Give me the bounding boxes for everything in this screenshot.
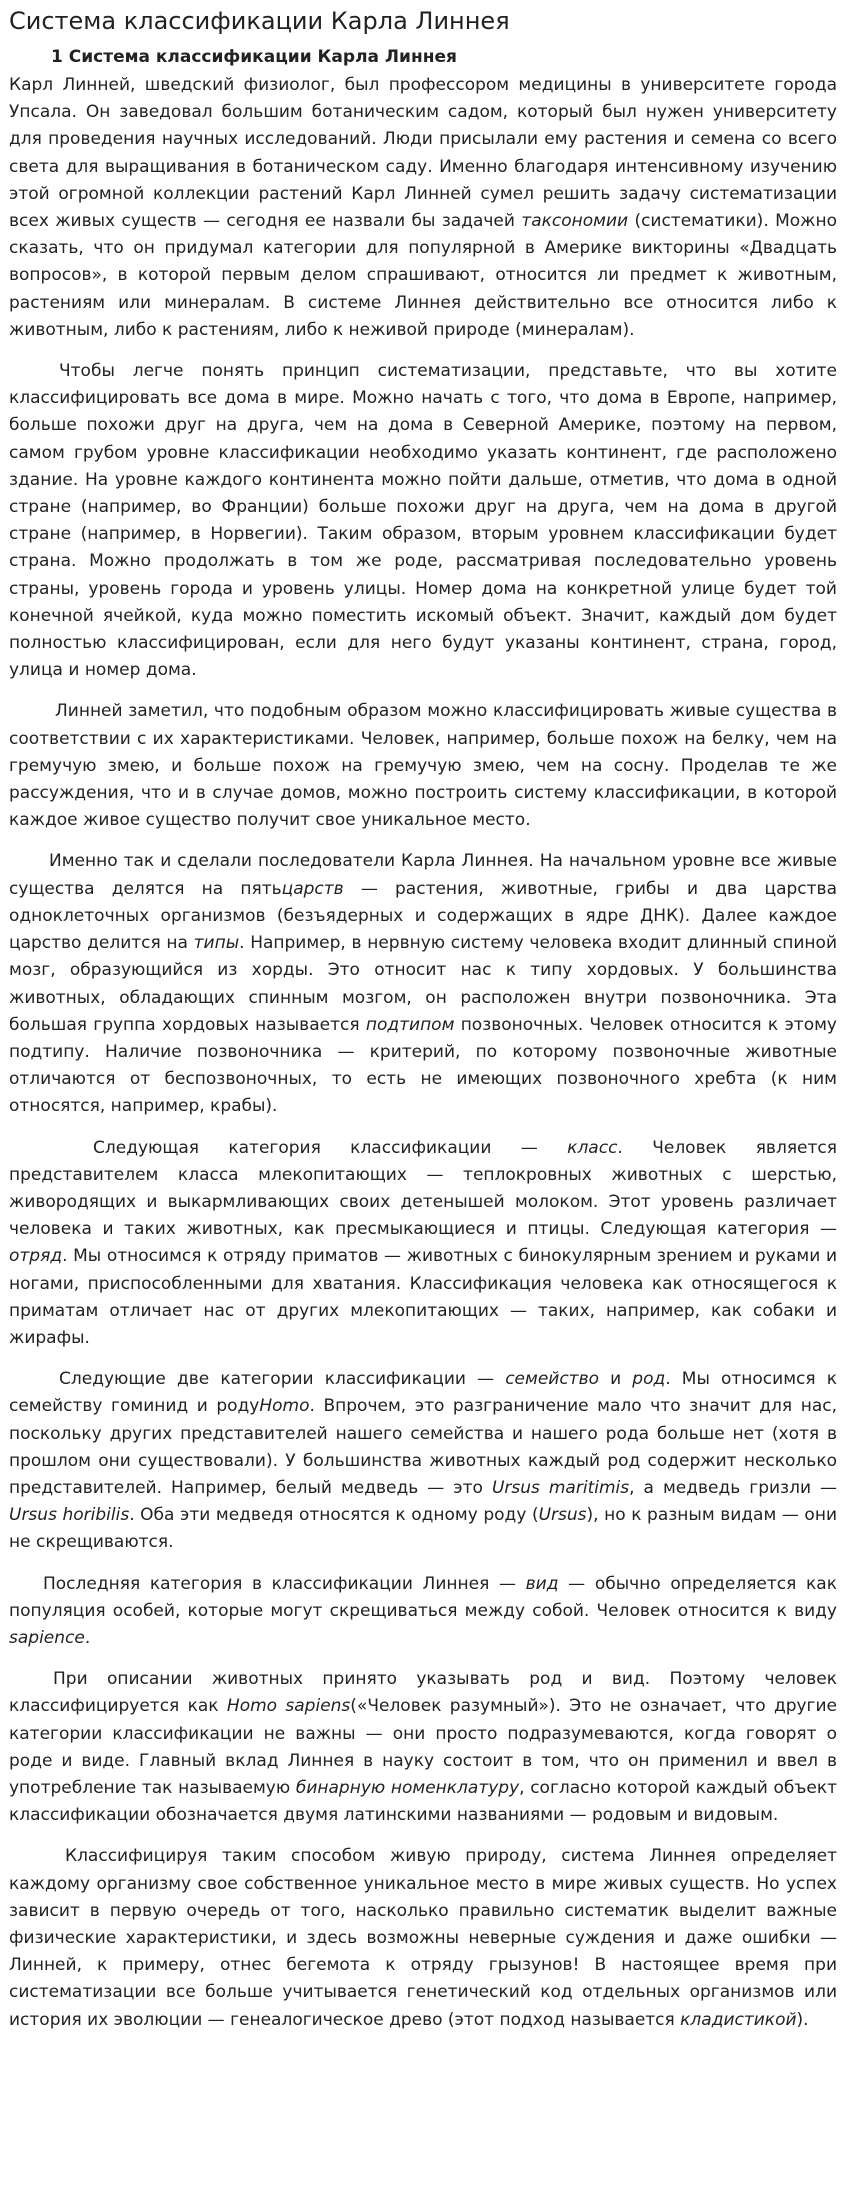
p5-term-order: отряд	[9, 1246, 63, 1267]
paragraph-2: Чтобы легче понять принцип систематизации, представьте, что вы хотите классифицировать все дома в мире. Можно начать с того, что дома в Европе, например, больше похожи друг на друга, чем на дома в Северной Америке, поэтому на первом, самом грубом уровне классификации необходимо указать континент, где расположено здание. На уровне каждого континента можно пойти дальше, отметив, что дома в одной стране (например, во Франции) больше похожи друг на друга, чем на дома в другой стране (например, в Норвегии). Таким образом, вторым уровнем классификации будет страна. Можно продолжать в том же роде, рассматривая последовательно уровень страны, уровень города и уровень улицы. Номер дома на конкретной улице будет той конечной ячейкой, куда можно поместить искомый объект. Значит, каждый дом будет полностью классифицирован, если для него будут указаны континент, страна, город, улица и номер дома.	[9, 361, 837, 681]
p9-term-cladistics: кладистикой	[680, 2009, 797, 2030]
p4-text-g: позвоночных. Человек относится к этому подтипу. Наличие позвоночника — критерий, по которому позвоночные животные отличаются от беспозвоночных, то есть не имеющих позвоночного хребта (к ним относятся, например, крабы).	[9, 1014, 837, 1117]
p6-text-k: . Оба эти медведя относятся к одному роду (	[129, 1505, 539, 1526]
p5-term-class: класс	[567, 1137, 618, 1158]
p4-term-types: типы	[193, 933, 240, 954]
p1-text-a: Карл Линней, шведский физиолог, был профессором медицины в университете города Упсала. Он заведовал большим ботаническим садом, который был нужен университету для проведения научных исследований. Люди присылали ему растения и семена со всего света для выращивания в ботаническом саду. Именно благодаря интенсивному изучению этой огромной коллекции растений Карл Линней сумел решить задачу систематизации всех живых существ — сегодня ее назвали бы задачей	[9, 75, 837, 232]
p6-term-homo: Homo	[259, 1396, 310, 1417]
p6-term-ursus-maritimis: Ursus maritimis	[491, 1477, 630, 1498]
p7-term-sapience: sapience	[9, 1627, 85, 1648]
p4-text-a: Именно так и сделали последователи Карла Линнея. На начальном уровне все живые существа делятся на пять	[9, 851, 837, 899]
p6-text-c: и	[599, 1369, 633, 1390]
paragraph-5	[9, 1135, 837, 1353]
p4-term-kingdoms: царств	[281, 878, 344, 899]
p7-text-a: Последняя категория в классификации Линнея —	[43, 1573, 526, 1594]
p8-text-c: («Человек разумный»). Это не означает, что другие категории классификации не важны — они просто подразумеваются, когда говорят о роде и виде. Главный вклад Линнея в науку состоит в том, что он применил и ввел в употребление так называемую	[9, 1696, 837, 1798]
p6-text-g: . Впрочем, это разграничение мало что значит для нас, поскольку других представителей нашего семейства и нашего рода больше нет (хотя в прошлом они существовали). У большинства животных каждый род содержит несколько представителей. Например, белый медведь — это	[9, 1396, 837, 1498]
paragraph-4	[9, 848, 837, 1120]
p6-term-ursus-horibilis: Ursus horibilis	[9, 1505, 130, 1526]
section-heading: 1 Система классификации Карла Линнея	[51, 47, 457, 67]
p7-text-e: .	[84, 1627, 91, 1648]
p6-term-ursus: Ursus	[538, 1505, 587, 1526]
p6-term-genus: род	[632, 1369, 666, 1390]
p7-term-species: вид	[525, 1573, 559, 1594]
p8-term-homo-sapiens: Homo sapiens	[226, 1696, 351, 1717]
p9-text-c: ).	[796, 2009, 809, 2030]
document-title: Система классификации Карла Линнея	[9, 7, 510, 35]
p7-text-c: — обычно определяется как популяция особей, которые могут скрещиваться между собой. Человек относится к виду	[9, 1573, 837, 1621]
p6-text-a: Следующие две категории классификации —	[59, 1369, 506, 1390]
p8-text-a: При описании животных принято указывать род и вид. Поэтому человек классифицируется как	[9, 1669, 837, 1717]
p4-term-subtype: подтипом	[365, 1014, 455, 1035]
p5-text-a: Следующая категория классификации —	[93, 1137, 568, 1158]
p4-text-c: — растения, животные, грибы и два царства одноклеточных организмов (безъядерных и содержащих в ядре ДНК). Далее каждое царство делится на	[9, 878, 837, 954]
p5-text-e: . Мы относимся к отряду приматов — животных с бинокулярным зрением и руками и ногами, приспособленными для хватания. Классификация человека как относящегося к приматам отличает нас от других млекопитающих — таких, например, как собаки и жирафы.	[9, 1246, 837, 1348]
p8-text-e: , согласно которой каждый объект классификации обозначается двумя латинскими названиями — родовым и видовым.	[9, 1777, 838, 1826]
paragraph-3: Линней заметил, что подобным образом можно классифицировать живые существа в соответствии с их характеристиками. Человек, например, больше похож на белку, чем на гремучую змею, и больше похож на гремучую змею, чем на сосну. Проделав те же рассуждения, что и в случае домов, можно построить систему классификации, в которой каждое живое существо получит свое уникальное место.	[9, 701, 837, 831]
paragraph-6	[9, 1366, 837, 1556]
paragraph-9	[9, 1843, 837, 2033]
p9-text-a: Классифицируя таким способом живую природу, система Линнея определяет каждому организму свое собственное уникальное место в мире живых существ. Но успех зависит в первую очередь от того, насколько правильно систематик выделит важные физические характеристики, и здесь возможны неверные суждения и даже ошибки — Линней, к примеру, отнес бегемота к отряду грызунов! В настоящее время при систематизации все больше учитывается генетический код отдельных организмов или история их эволюции — генеалогическое древо (этот подход называется	[9, 1846, 837, 2030]
p6-text-i: , а медведь гризли —	[629, 1477, 838, 1498]
p1-text-c: (систематики). Можно сказать, что он придумал категории для популярной в Америке викторины «Двадцать вопросов», в которой первым делом спрашивают, относится ли предмет к животным, растениям или минералам. В системе Линнея действительно все относится либо к животным, либо к растениям, либо к неживой природе (минералам).	[9, 211, 837, 340]
p8-term-binary-nomenclature: бинарную номенклатуру	[295, 1777, 520, 1798]
p5-text-c: . Человек является представителем класса млекопитающих — теплокровных животных с шерстью, живородящих и выкармливающих своих детенышей молоком. Этот уровень различает человека и таких животных, как пресмыкающиеся и птицы. Следующая категория —	[9, 1137, 837, 1240]
p6-text-m: ), но к разным видам — они не скрещиваются.	[9, 1505, 837, 1553]
p4-text-e: . Например, в нервную систему человека входит длинный спиной мозг, образующийся из хорды. Это относит нас к типу хордовых. У большинства животных, обладающих спинным мозгом, он расположен внутри позвоночника. Эта большая группа хордовых называется	[9, 933, 838, 1035]
p1-term-taxonomy: таксономии	[521, 211, 629, 232]
paragraph-1	[9, 72, 837, 344]
p6-term-family: семейство	[505, 1369, 599, 1390]
paragraph-8	[9, 1666, 837, 1829]
p6-text-e: . Мы относимся к семейству гоминид и роду	[9, 1369, 837, 1417]
paragraph-7	[9, 1571, 837, 1653]
